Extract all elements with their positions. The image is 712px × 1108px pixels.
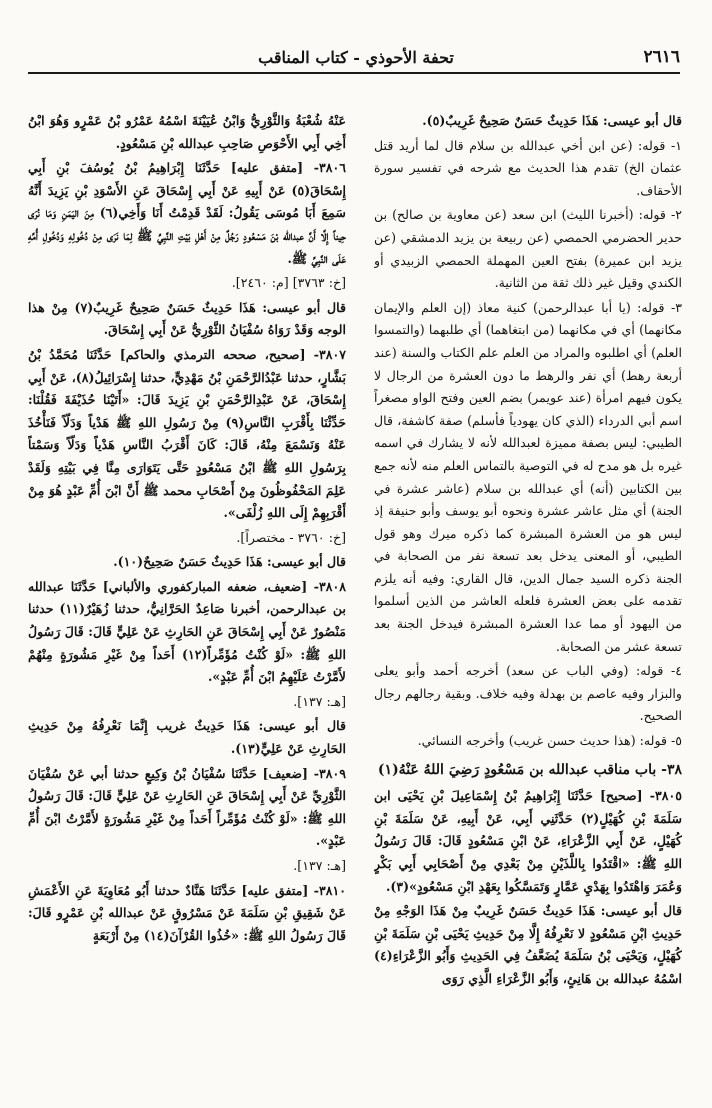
section-heading: ٣٨- باب مناقب عبدالله بن مَسْعُودٍ رَضِيَ اللهُ عَنْهُ(١) [377, 761, 682, 778]
paragraph: قال أبو عيسى: هَذَا حَدِيثٌ حَسَنٌ صَحِيحٌ غَرِيبٌ(٥). [422, 113, 682, 128]
paragraph: قال أبو عيسى: هَذَا حَدِيثٌ حَسَنٌ صَحِيحٌ(١٠). [113, 554, 346, 570]
paragraph: ٣- قوله: (يا أبا عبدالرحمن) كنية معاذ (إن العلم والإيمان مكانهما) أي في مكانهما (من ابتغاهما) أي طلبهما (والتمسوا العلم) أي اطلبوه والمراد من العلم علم الكتاب والسنة (عند أربعة رهط) أي نفر والرهط ما دون العشرة من الرجال لا يكون فيهم امرأة (عند عويمر) بضم العين وفتح الواو مصغراً اسم أبي الدرداء (الذي كان يهودياً فأسلم) صفة كاشفة، قال الطيبي: ليس بصفة مميزة لعبدالله لأنه لا يشارك في اسمه غيره بل هو مدح له في التوصية بالتماس العلم منه لأنه جمع بين الكتابين (أنه) أي عبدالله بن سلام (عاشر عشرة في الجنة) أي مثل عاشر عشرة ونحوه أبو يوسف وأبو حنيفة إذ ليس هو من العشرة المبشرة كما ذكره ميرك وهو قول الطيبي، أو المعنى يدخل بعد تسعة نفر من الصحابة في الجنة ذكره السيد جمال الدين، قال القاري: وفيه أنه يلزم تقدمه على بعض العشرة فلعله العاشر من الذين أسلموا من اليهود أو مما عدا العشرة المبشرة فيدخل الجنة بعد تسعة عشر من الصحابة. [374, 299, 682, 654]
paragraph: ٢- قوله: (أخبرنا الليث) ابن سعد (عن معاوية بن صالح) بن حدير الحضرمي الحمصي (عن ربيعة بن يزيد الدمشقي (عن يزيد ابن عميرة) بفتح العين المهملة الحمصي الزبيدي أو الكندي وقيل غير ذلك ثقة من الثانية. [374, 207, 682, 291]
header-rule [28, 72, 680, 74]
page-header [32, 44, 680, 70]
paragraph: ٥- قوله: (هذا حديث حسن غريب) وأخرجه النسائي. [417, 733, 682, 749]
paragraph: ٣٨٠٥- [صحيح] حَدَّثَنَا إِبْرَاهِيمُ بْنُ إِسْمَاعِيلَ بْنِ يَحْيَى ابن سَلَمَةَ بْنِ كُهَيْلٍ(٢) حَدَّثَنِي أَبِي، عَنْ أَبِيهِ، عَنْ سَلَمَةَ بْنِ كُهَيْلٍ، عَنْ أَبِي الزَّعْرَاءِ، عَنْ ابْنِ مَسْعُودٍ قَالَ: قَالَ رَسُولُ اللهِ ﷺ: «اقْتَدُوا بِاللَّذَيْنِ مِنْ بَعْدِي مِنْ أَصْحَابِي أَبِي بَكْرٍ وَعُمَرَ وَاهْتَدُوا بِهَدْيِ عَمَّارٍ وَتَمَسَّكُوا بِعَهْدِ ابْنِ مَسْعُودٍ»(٣). [374, 788, 682, 894]
paragraph: ٣٨١٠- [متفق عليه] حَدَّثَنَا هَنَّادٌ حدثنا أَبُو مُعَاوِيَةَ عَنِ الأَعْمَشِ عَنْ شَقِيقِ بْنِ سَلَمَةَ عَنْ مَسْرُوقٍ عَنْ عبدالله بْنِ عَمْرٍو قَالَ: قَالَ رَسُولُ اللهِ ﷺ: «خُذُوا القُرْآنَ(١٤) مِنْ أَرْبَعَةٍ [28, 882, 346, 943]
page-number: ٢٦١٦ [643, 47, 680, 67]
paragraph: قال أبو عيسى: هَذَا حَدِيثٌ حَسَنٌ صَحِيحٌ غَرِيبٌ(٧) مِنْ هذا الوجه وَقَدْ رَوَاهُ سُفْيَانُ الثَّوْرِيُّ عَنْ أَبِي إِسْحَاقَ. [28, 299, 346, 338]
paragraph: ٣٨٠٨- [ضعيف، ضعفه المباركفوري والألباني] حَدَّثَنَا عبدالله بن عبدالرحمن، أخبرنا صَاعِدٌ الحَرَّانِيُّ، حدثنا زُهَيْرٌ(١١) حدثنا مَنْصُورٌ عَنْ أَبِي إِسْحَاقَ عَنِ الحَارِثِ عَنْ عَلِيٍّ قَالَ: قَالَ رَسُولُ اللهِ ﷺ: «لَوْ كُنْتُ مُؤَمِّراً(١٢) أَحَداً مِنْ غَيْرِ مَشُورَةٍ مِنْهُمْ لأَمَّرْتُ عَلَيْهِمُ ابْنَ أُمِّ عَبْدٍ». [28, 578, 346, 685]
paragraph: ٣٨٠٩- [ضعيف] حَدَّثَنَا سُفْيَانُ بْنُ وَكِيعٍ حدثنا أبي عَنْ سُفْيَانَ الثَّوْرِيِّ عَنْ أَبِي إِسْحَاقَ عَنِ الحَارِثِ عَنْ عَلِيٍّ قَالَ: قَالَ رَسُولُ اللهِ ﷺ: «لَوْ كُنْتُ مُؤَمِّراً أَحَداً مِنْ غَيْرِ مَشُورَةٍ لأَمَّرْتُ ابْنَ أُمِّ عَبْدٍ». [28, 765, 346, 849]
paragraph: [خ: ٣٧٦٠ - مختصراً]. [236, 529, 346, 545]
paragraph: قال أبو عيسى: هَذَا حَدِيثٌ حَسَنٌ غَرِيبٌ مِنْ هَذَا الوَجْهِ مِنْ حَدِيثِ ابْنِ مَسْعُودٍ لا نَعْرِفُهُ إِلَّا مِنْ حَدِيثِ يَحْيَى بْنِ سَلَمَةَ بْنِ كُهَيْلٍ، وَيَحْيَى بْنُ سَلَمَةَ يُضَعَّفُ فِي الحَدِيثِ وَأَبُو الزَّعْرَاءِ(٤) اسْمُهُ عبدالله بن هَانِئٍ، وَأَبُو الزَّعْرَاءِ الَّذِي رَوَى [374, 903, 682, 986]
paragraph: ٣٨٠٧- [صحيح، صححه الترمذي والحاكم] حَدَّثَنَا مُحَمَّدُ بْنُ بَشَّارٍ، حدثنا عَبْدُالرَّحْمَنِ بْنُ مَهْدِيٍّ، حدثنا إِسْرَائِيلُ(٨)، عَنْ أَبِي إِسْحَاقَ، عَنْ عَبْدِالرَّحْمَنِ بْنِ يَزِيدَ قَالَ: «أَتَيْنَا حُذَيْفَةَ فَقُلْنَا: حَدِّثْنَا بِأَقْرَبِ النَّاسِ(٩) مِنْ رَسُولِ اللهِ ﷺ هَدْياً وَدَلّاً فَنَأْخُذَ عَنْهُ وَنَسْمَعَ مِنْهُ، قَالَ: كَانَ أَقْرَبُ النَّاسِ هَدْياً وَدَلّاً وَسَمْتاً بِرَسُولِ اللهِ ﷺ ابْنُ مَسْعُودٍ حَتَّى يَتَوَارَى مِنَّا فِي بَيْتِهِ وَلَقَدْ عَلِمَ المَحْفُوظُونَ مِنْ أَصْحَابِ محمد ﷺ أَنَّ ابْنَ أُمِّ عَبْدٍ هُوَ مِنْ أَقْرَبِهِمْ إِلَى اللهِ زُلْفَى». [28, 346, 346, 521]
paragraph: قال أبو عيسى: هَذَا حَدِيثٌ غريب إِنَّمَا نَعْرِفُهُ مِنْ حَدِيثِ الحَارِثِ عَنْ عَلِيٍّ(١٣). [28, 718, 346, 757]
paragraph: [خ: ٣٧٦٣] [م: ٢٤٦٠]. [231, 275, 346, 291]
paragraph: [هـ: ١٣٧]. [293, 858, 346, 873]
paragraph: [هـ: ١٣٧]. [293, 693, 346, 709]
paragraph: ٣٨٠٦- [متفق عليه] حَدَّثَنَا إِبْرَاهِيمُ بْنُ يُوسُفَ بْنِ أَبِي إِسْحَاقَ(٥) عَنْ أَبِيهِ عَنْ أَبِي إِسْحَاقَ عَنِ الأَسْوَدِ بْنِ يَزِيدَ أَنَّهُ سَمِعَ أَبَا مُوسَى يَقُولُ: لَقَدْ قَدِمْتُ أَنَا وَأَخِي(٦) مِنَ اليَمَنِ وَمَا نُرَى حِيناً إِلَّا أَنَّ عبدالله بْنَ مَسْعُودٍ رَجُلٌ مِنْ أَهْلِ بَيْتِ النَّبِيِّ ﷺ لِمَا نَرَى مِنْ دُخُولِهِ وَدُخُولِ أُمِّهِ عَلَى النَّبِيِّ ﷺ. [28, 160, 346, 266]
paragraph: ١- قوله: (عن ابن أخي عبدالله بن سلام قال لما أريد قتل عثمان الخ) تقدم هذا الحديث مع شرحه في تفسير سورة الأحقاف. [374, 137, 682, 198]
paragraph: عَنْهُ شُعْبَةُ وَالثَّوْرِيُّ وَابْنُ عُيَيْنَةَ اسْمُهُ عَمْرُو بْنُ عَمْرٍو وَهُوَ ابْنُ أَخِي أَبِي الأَحْوَصِ صَاحِبِ عبدالله بْنِ مَسْعُودٍ. [28, 113, 346, 151]
right-column [374, 110, 682, 1100]
paragraph: ٤- قوله: (وفي الباب عن سعد) أخرجه أحمد وأبو يعلى والبزار وفيه عاصم بن بهدلة وفيه خلاف. وبقية رجالهم رجال الصحيح. [374, 663, 682, 724]
running-title: تحفة الأحوذي - كتاب المناقب [258, 47, 454, 67]
left-column [28, 110, 346, 1100]
